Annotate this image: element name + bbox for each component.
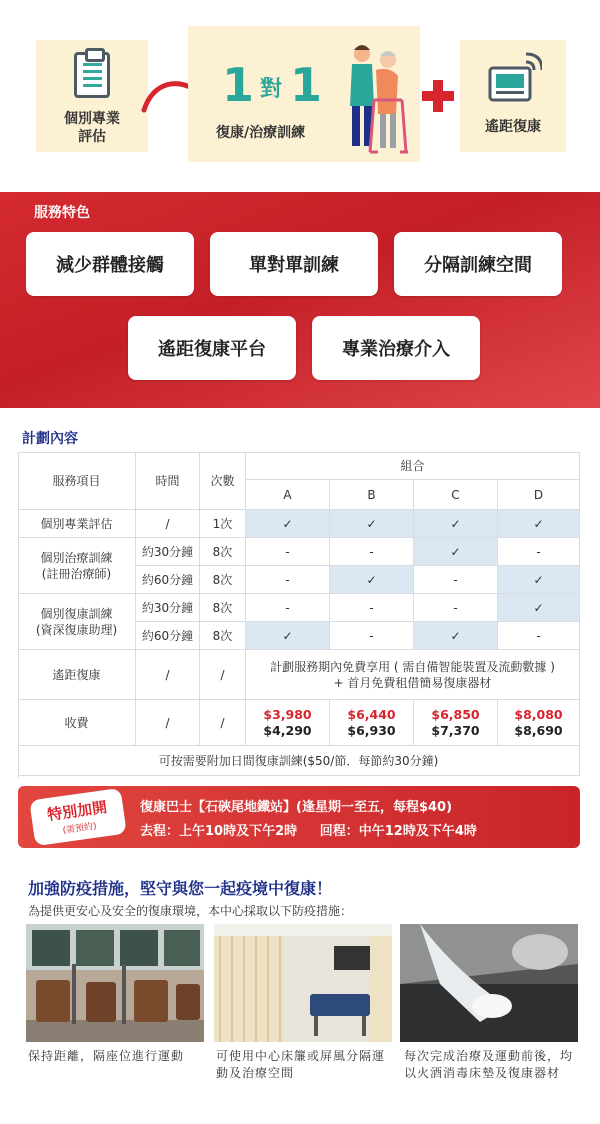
photo-curtain-partition <box>214 924 392 1042</box>
dash-mark: - <box>330 622 414 650</box>
check-icon: ✓ <box>330 510 414 538</box>
check-icon: ✓ <box>414 510 498 538</box>
row-time: 約30分鐘 <box>136 594 200 622</box>
price-cell-a <box>246 700 330 746</box>
row-time: 約60分鐘 <box>136 622 200 650</box>
dash-mark: - <box>414 566 498 594</box>
discount-price: $3,980 <box>263 706 312 722</box>
dash-mark: - <box>330 594 414 622</box>
feature-card: 減少群體接觸 <box>26 232 194 296</box>
header-a: A <box>246 480 330 510</box>
remote-rehab-box <box>460 40 566 152</box>
row-count: 8次 <box>200 538 246 566</box>
special-badge <box>29 788 127 846</box>
row-item: 收費 <box>18 700 136 746</box>
check-icon: ✓ <box>414 622 498 650</box>
one-on-one-dui: 對 <box>260 77 283 102</box>
header-count: 次數 <box>200 452 246 510</box>
check-icon: ✓ <box>498 510 580 538</box>
remote-rehab-label: 遙距復康 <box>485 119 541 135</box>
check-icon: ✓ <box>498 566 580 594</box>
clipboard-icon <box>74 52 110 98</box>
caption-disinfection: 每次完成治療及運動前後，均以火酒消毒床墊及復康器材 <box>404 1049 574 1080</box>
row-item: 遙距復康 <box>18 650 136 700</box>
header-c: C <box>414 480 498 510</box>
header-d: D <box>498 480 580 510</box>
row-item: 個別專業評估 <box>18 510 136 538</box>
header-item: 服務項目 <box>18 452 136 510</box>
row-time: 約60分鐘 <box>136 566 200 594</box>
row-count: 8次 <box>200 622 246 650</box>
bus-line-1: 復康巴士【石硤尾地鐵站】(逢星期一至五，每程$40) <box>140 800 453 815</box>
feature-card: 專業治療介入 <box>312 316 480 380</box>
check-icon: ✓ <box>246 510 330 538</box>
discount-price: $6,850 <box>431 706 480 722</box>
original-price: $4,290 <box>263 722 312 738</box>
price-cell-d <box>498 700 580 746</box>
caption-curtain: 可使用中心床簾或屏風分隔運動及治療空間 <box>216 1049 386 1080</box>
one-on-one-number-left: 1 <box>222 58 255 112</box>
one-on-one-subtitle: 復康/治療訓練 <box>216 125 306 141</box>
row-count: / <box>200 650 246 700</box>
row-time: / <box>136 510 200 538</box>
service-features-section <box>0 192 600 408</box>
row-time: / <box>136 650 200 700</box>
assessment-label: 個別專業 評估 <box>64 111 120 145</box>
row-count: 8次 <box>200 594 246 622</box>
rehab-bus-banner <box>18 786 580 848</box>
remote-note <box>246 650 580 700</box>
dash-mark: - <box>246 594 330 622</box>
price-cell-b <box>330 700 414 746</box>
photo-distanced-seating <box>26 924 204 1042</box>
prevention-intro: 為提供更安心及安全的復康環境，本中心採取以下防疫措施： <box>28 904 353 918</box>
row-time: / <box>136 700 200 746</box>
row-count: 8次 <box>200 566 246 594</box>
original-price: $8,690 <box>514 722 563 738</box>
plan-title: 計劃內容 <box>22 431 78 447</box>
assessment-box <box>36 40 148 152</box>
dash-mark: - <box>246 566 330 594</box>
dash-mark: - <box>414 594 498 622</box>
header-combo: 組合 <box>246 452 580 480</box>
prevention-title: 加強防疫措施，堅守與您一起疫境中復康！ <box>28 879 333 898</box>
therapist-walker-illustration-icon <box>340 40 412 160</box>
features-title: 服務特色 <box>34 205 90 221</box>
one-on-one-number-right: 1 <box>290 58 323 112</box>
feature-card: 遙距復康平台 <box>128 316 296 380</box>
feature-card: 單對單訓練 <box>210 232 378 296</box>
price-cell-c <box>414 700 498 746</box>
caption-distancing: 保持距離，隔座位進行運動 <box>28 1049 185 1063</box>
photo-disinfection <box>400 924 578 1042</box>
service-flow <box>0 0 600 192</box>
plus-icon <box>422 80 454 112</box>
plan-table <box>18 452 580 778</box>
plan-footer-note: 可按需要附加日間復康訓練($50/節．每節約30分鐘) <box>18 746 580 776</box>
header-b: B <box>330 480 414 510</box>
discount-price: $6,440 <box>347 706 396 722</box>
discount-price: $8,080 <box>514 706 563 722</box>
header-time: 時間 <box>136 452 200 510</box>
row-count: / <box>200 700 246 746</box>
tablet-wifi-icon <box>488 52 542 104</box>
badge-sub: (需預約) <box>62 821 98 837</box>
check-icon: ✓ <box>498 594 580 622</box>
badge-main: 特別加開 <box>46 797 109 825</box>
remote-note-line2: + 首月免費租借簡易復康器材 <box>333 675 492 690</box>
dash-mark: - <box>498 622 580 650</box>
dash-mark: - <box>246 538 330 566</box>
remote-note-line1: 計劃服務期內免費享用 ( 需自備智能裝置及流動數據 ) <box>270 659 555 674</box>
one-on-one-box <box>188 26 420 162</box>
check-icon: ✓ <box>330 566 414 594</box>
row-count: 1次 <box>200 510 246 538</box>
original-price: $7,370 <box>431 722 480 738</box>
dash-mark: - <box>330 538 414 566</box>
bus-line-2: 去程：上午10時及下午2時 回程：中午12時及下午4時 <box>140 824 477 839</box>
feature-card: 分隔訓練空間 <box>394 232 562 296</box>
row-item: 個別復康訓練 (資深復康助理) <box>18 594 136 650</box>
dash-mark: - <box>498 538 580 566</box>
check-icon: ✓ <box>414 538 498 566</box>
row-item: 個別治療訓練 (註冊治療師) <box>18 538 136 594</box>
row-time: 約30分鐘 <box>136 538 200 566</box>
original-price: $6,930 <box>347 722 396 738</box>
check-icon: ✓ <box>246 622 330 650</box>
